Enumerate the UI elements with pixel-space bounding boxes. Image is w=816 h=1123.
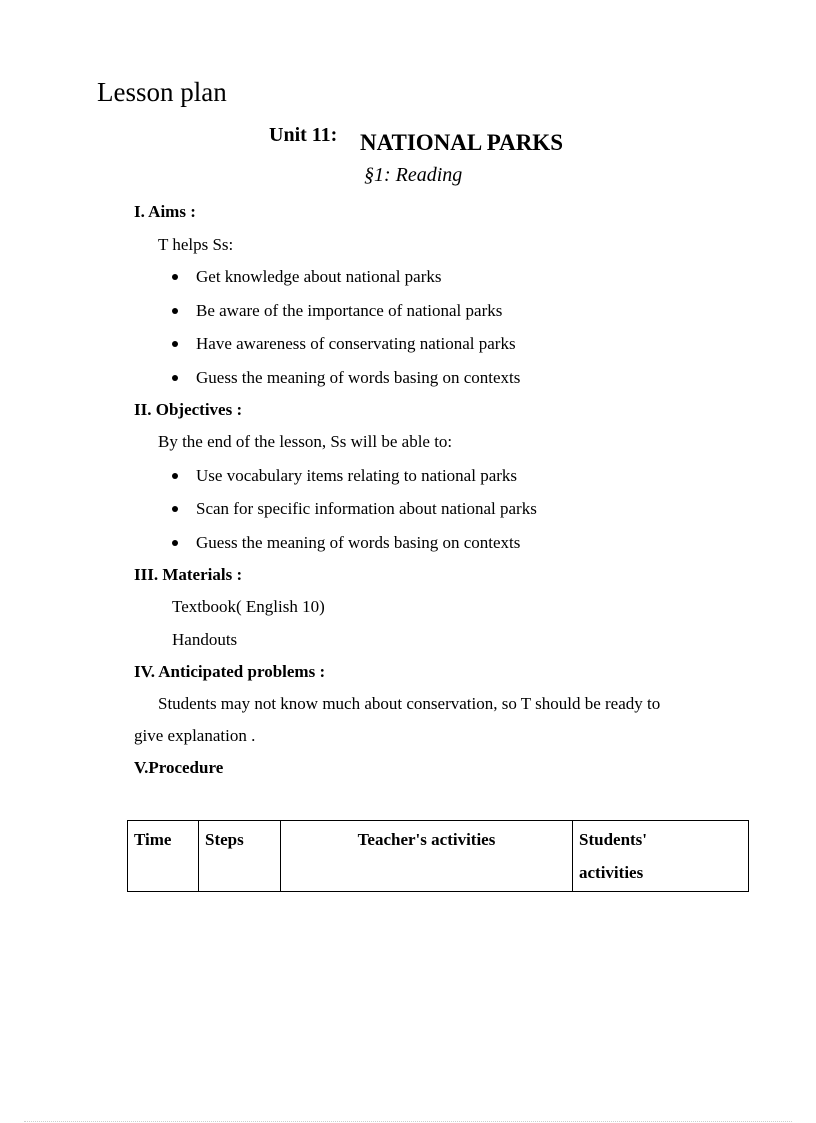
aims-heading: I. Aims : bbox=[134, 202, 196, 221]
table-header-row bbox=[128, 821, 749, 892]
students-header-line-2: activities bbox=[579, 863, 644, 882]
objectives-item: Guess the meaning of words basing on contexts bbox=[196, 533, 521, 552]
procedure-table bbox=[127, 820, 749, 892]
bullet-icon bbox=[172, 375, 178, 381]
aims-item: Be aware of the importance of national parks bbox=[196, 301, 503, 320]
aims-item: Have awareness of conservating national parks bbox=[196, 334, 516, 353]
document-title: Lesson plan bbox=[97, 77, 227, 107]
problems-text-line-2: give explanation . bbox=[134, 726, 256, 745]
students-header-line-1: Students' bbox=[579, 830, 648, 849]
column-header-students-activities bbox=[573, 821, 749, 892]
objectives-heading: II. Objectives : bbox=[134, 400, 243, 419]
problems-heading: IV. Anticipated problems : bbox=[134, 662, 326, 681]
aims-item: Guess the meaning of words basing on contexts bbox=[196, 368, 521, 387]
bullet-icon bbox=[172, 473, 178, 479]
unit-title: NATIONAL PARKS bbox=[360, 130, 563, 155]
column-header-time: Time bbox=[128, 821, 199, 892]
bullet-icon bbox=[172, 341, 178, 347]
materials-item: Textbook( English 10) bbox=[172, 597, 325, 616]
bullet-icon bbox=[172, 540, 178, 546]
aims-item: Get knowledge about national parks bbox=[196, 267, 442, 286]
problems-text-line-1: Students may not know much about conservation, so T should be ready to bbox=[158, 694, 661, 713]
page-bottom-divider bbox=[24, 1121, 792, 1122]
bullet-icon bbox=[172, 308, 178, 314]
unit-number: Unit 11: bbox=[269, 124, 338, 146]
objectives-item: Scan for specific information about national parks bbox=[196, 499, 537, 518]
column-header-teacher-activities: Teacher's activities bbox=[281, 821, 573, 892]
bullet-icon bbox=[172, 506, 178, 512]
section-subtitle: §1: Reading bbox=[364, 164, 463, 186]
objectives-intro: By the end of the lesson, Ss will be able to: bbox=[158, 432, 453, 451]
objectives-item: Use vocabulary items relating to national parks bbox=[196, 466, 518, 485]
aims-intro: T helps Ss: bbox=[158, 235, 234, 254]
materials-heading: III. Materials : bbox=[134, 565, 243, 584]
column-header-steps: Steps bbox=[199, 821, 281, 892]
materials-item: Handouts bbox=[172, 630, 238, 649]
bullet-icon bbox=[172, 274, 178, 280]
procedure-heading: V.Procedure bbox=[134, 758, 224, 777]
